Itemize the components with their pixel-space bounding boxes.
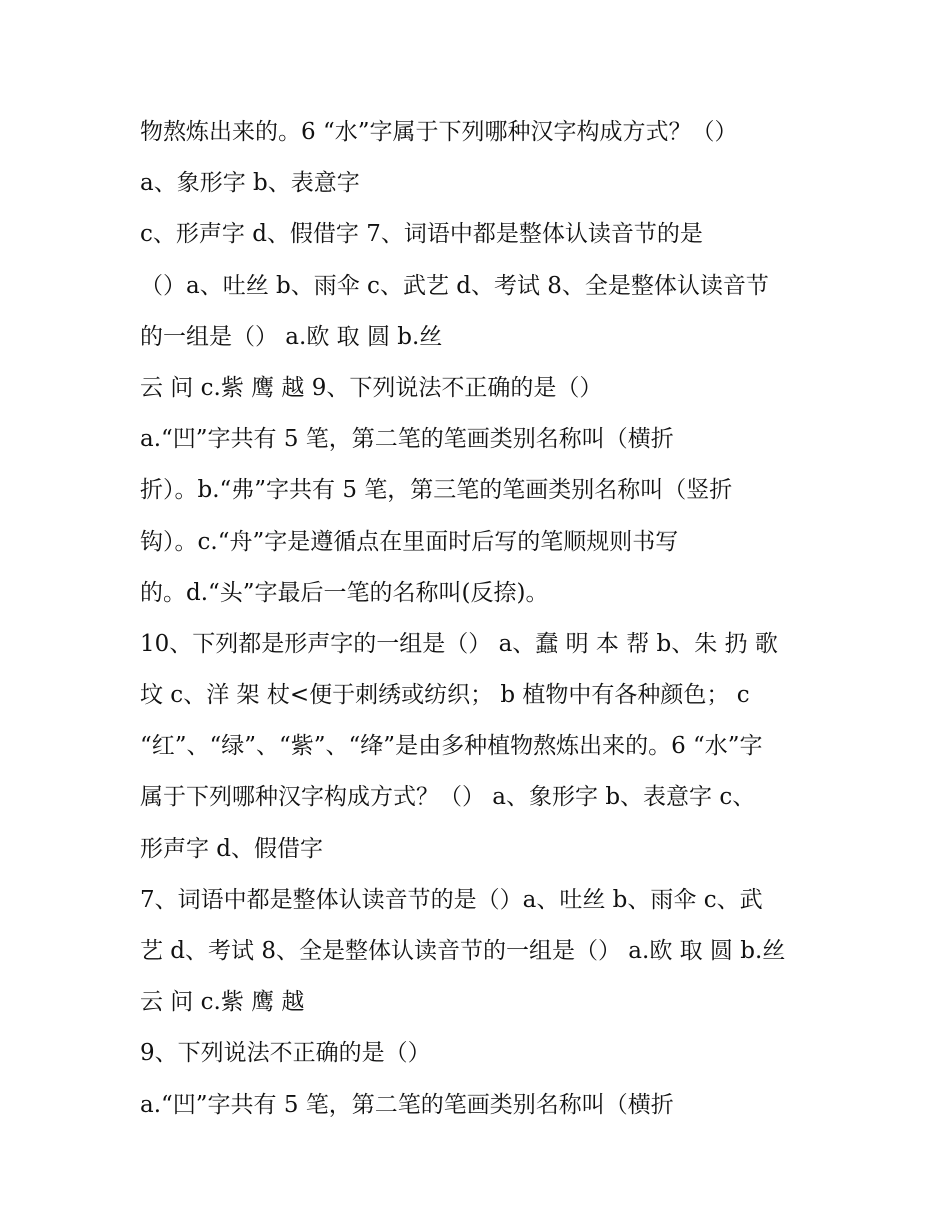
text-line: （）a、吐丝 b、雨伞 c、武艺 d、考试 8、全是整体认读音节: [140, 272, 769, 299]
text-line: 云 问 c.紫 鹰 越 9、下列说法不正确的是（）: [140, 374, 603, 401]
text-line: 折）。b.“弗”字共有 5 笔，第三笔的笔画类别名称叫（竖折: [140, 477, 733, 504]
text-line: a.“凹”字共有 5 笔，第二笔的笔画类别名称叫（横折: [140, 1091, 674, 1118]
text-line: 形声字 d、假借字: [140, 835, 324, 862]
text-line: 7、词语中都是整体认读音节的是（）a、吐丝 b、雨伞 c、武: [140, 886, 763, 913]
text-line: 艺 d、考试 8、全是整体认读音节的一组是（） a.欧 取 圆 b.丝: [140, 938, 786, 964]
text-line: 10、下列都是形声字的一组是（） a、蠢 明 本 帮 b、朱 扔 歌: [140, 630, 778, 657]
text-line: 物熬炼出来的。6 “水”字属于下列哪种汉字构成方式？（）: [140, 119, 738, 145]
document-body: [140, 107, 860, 1131]
text-line: 的一组是（） a.欧 取 圆 b.丝: [140, 323, 443, 350]
text-line: a、象形字 b、表意字: [140, 170, 360, 197]
text-line: a.“凹”字共有 5 笔，第二笔的笔画类别名称叫（横折: [140, 426, 674, 453]
text-line: 钩）。c.“舟”字是遵循点在里面时后写的笔顺规则书写: [140, 528, 679, 555]
text-line: 属于下列哪种汉字构成方式？（） a、象形字 b、表意字 c、: [140, 784, 756, 811]
text-line: 云 问 c.紫 鹰 越: [140, 989, 305, 1016]
text-line: 坟 c、洋 架 杖<便于刺绣或纺织； b 植物中有各种颜色； c: [140, 682, 750, 709]
text-line: 的。d.“头”字最后一笔的名称叫(反捺)。: [140, 579, 549, 606]
text-line: c、形声字 d、假借字 7、词语中都是整体认读音节的是: [140, 221, 703, 248]
text-line: “红”、“绿”、“紫”、“绛”是由多种植物熬炼出来的。6 “水”字: [140, 733, 763, 760]
text-line: 9、下列说法不正确的是（）: [140, 1040, 431, 1067]
